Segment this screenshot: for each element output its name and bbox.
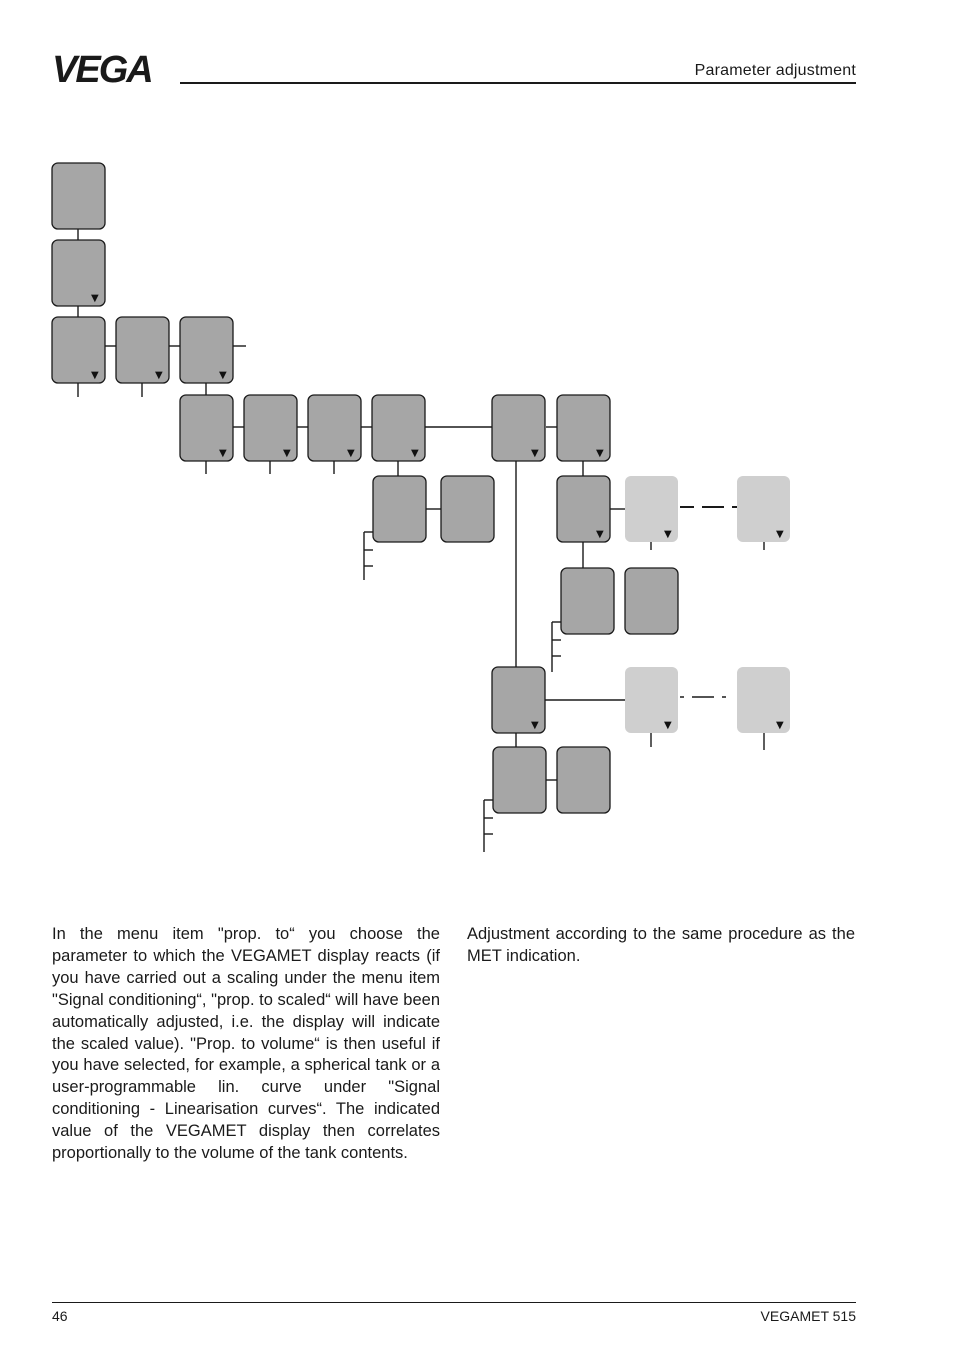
menu-box [244, 395, 297, 461]
down-arrow-icon: ▼ [91, 293, 99, 304]
menu-box [308, 395, 361, 461]
menu-box-shape [625, 568, 678, 634]
down-arrow-icon: ▼ [411, 448, 419, 459]
menu-box [492, 667, 545, 733]
right-paragraph: Adjustment according to the same procedure as the MET indication. [467, 925, 855, 965]
menu-box-shape [561, 568, 614, 634]
menu-box [52, 163, 105, 229]
menu-box [625, 568, 678, 634]
menu-box [557, 395, 610, 461]
down-arrow-icon: ▼ [155, 370, 163, 381]
down-arrow-icon: ▼ [776, 529, 784, 540]
menu-box-shape [493, 747, 546, 813]
menu-box-shape [441, 476, 494, 542]
down-arrow-icon: ▼ [664, 720, 672, 731]
menu-box-shape [373, 476, 426, 542]
down-arrow-icon: ▼ [664, 529, 672, 540]
down-arrow-icon: ▼ [531, 720, 539, 731]
down-arrow-icon: ▼ [596, 529, 604, 540]
menu-box [561, 568, 614, 634]
down-arrow-icon: ▼ [283, 448, 291, 459]
down-arrow-icon: ▼ [596, 448, 604, 459]
left-paragraph: In the menu item "prop. to“ you choose the parameter to which the VEGAMET display reacts (if you have carried out a scaling under the menu item "Signal conditioning“, "prop. to scaled“ will have been automatically adjusted, i.e. the display will indicate the scaled value). "Prop. to volume“ is then useful if you have selected, for example, a spherical tank or a user-programmable lin. curve under "Signal conditioning - Linearisation curves“. The indicated value of the VEGAMET display then correlates proportionally to the volume of the tank contents. [52, 925, 440, 1163]
menu-box [557, 476, 610, 542]
menu-box-shape [557, 747, 610, 813]
menu-box [737, 667, 790, 733]
menu-box [116, 317, 169, 383]
down-arrow-icon: ▼ [219, 448, 227, 459]
page-number: 46 [52, 1308, 68, 1324]
menu-box [625, 476, 678, 542]
menu-box [737, 476, 790, 542]
footer-rule [52, 1302, 856, 1303]
menu-box [180, 395, 233, 461]
menu-box [372, 395, 425, 461]
menu-box [52, 240, 105, 306]
menu-box [492, 395, 545, 461]
menu-box [625, 667, 678, 733]
section-title: Parameter adjustment [694, 62, 856, 79]
logo-lettering: VEGA [52, 52, 152, 86]
menu-box [52, 317, 105, 383]
menu-box [373, 476, 426, 542]
down-arrow-icon: ▼ [91, 370, 99, 381]
menu-box [180, 317, 233, 383]
menu-box [441, 476, 494, 542]
menu-box [493, 747, 546, 813]
menu-box [557, 747, 610, 813]
menu-box-shape [52, 163, 105, 229]
down-arrow-icon: ▼ [776, 720, 784, 731]
down-arrow-icon: ▼ [347, 448, 355, 459]
down-arrow-icon: ▼ [531, 448, 539, 459]
down-arrow-icon: ▼ [219, 370, 227, 381]
product-name: VEGAMET 515 [760, 1308, 856, 1324]
